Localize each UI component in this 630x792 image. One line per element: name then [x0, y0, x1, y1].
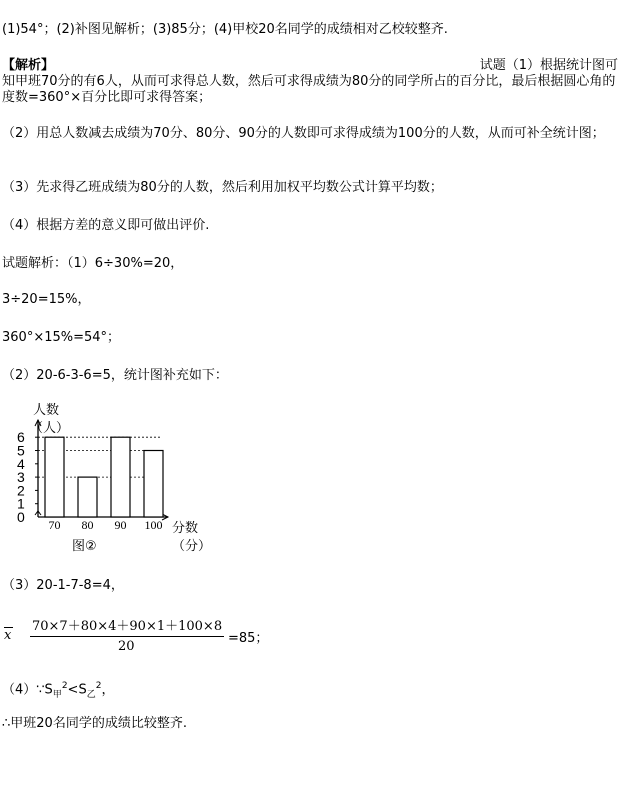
- bar-70: [45, 437, 64, 517]
- x-axis-label: 分数: [172, 521, 199, 536]
- variance-end: ，: [101, 682, 115, 698]
- y-axis-unit: （人）: [30, 421, 70, 436]
- x-tick-label: 100: [144, 518, 163, 532]
- variance-sub-jia: 甲: [52, 689, 62, 700]
- solution-step-1: 试题解析：（1）6÷30%=20，: [2, 256, 184, 271]
- mean-formula: [2, 612, 342, 660]
- fraction-bar: [30, 636, 224, 637]
- y-tick-label: 2: [17, 482, 25, 499]
- answer-line: (1)54°；(2)补图见解析；(3)85分；(4)甲校20名同学的成绩相对乙校较整齐.: [2, 22, 448, 37]
- variance-compare: <S: [67, 682, 87, 698]
- solution-step-4: （2）20-6-3-6=5，统计图补充如下：: [2, 368, 228, 383]
- y-tick-label: 3: [17, 469, 25, 486]
- y-tick-label: 1: [17, 495, 25, 512]
- mean-symbol: x: [4, 628, 12, 643]
- bar-100: [144, 451, 163, 518]
- variance-prefix: （4）∵S: [2, 682, 53, 698]
- bar-90: [111, 437, 130, 517]
- analysis-paragraph-2: （2）用总人数减去成绩为70分、80分、90分的人数即可求得成绩为100分的人数，从而可补全统计图；: [2, 126, 605, 141]
- chart-caption: 图②: [72, 539, 97, 554]
- bar-chart: [0, 396, 240, 561]
- y-tick-label: 4: [17, 455, 25, 472]
- analysis-paragraph-1: 知甲班70分的有6人，从而可求得总人数，然后可求得成绩为80分的同学所占的百分比，最后根据圆心角的度数=360°×百分比即可求得答案；: [2, 74, 616, 105]
- conclusion: ∴甲班20名同学的成绩比较整齐.: [2, 716, 187, 731]
- solution-step-3: 360°×15%=54°；: [2, 330, 121, 345]
- solution-step-5: （3）20-1-7-8=4，: [2, 578, 124, 593]
- x-tick-label: 90: [114, 518, 127, 532]
- solution-step-2: 3÷20=15%，: [2, 292, 91, 307]
- mean-numerator: 70×7＋80×4＋90×1＋100×8: [32, 619, 223, 634]
- solution-step-6: [2, 678, 114, 703]
- x-tick-label: 70: [48, 518, 61, 532]
- analysis-header: 【解析】: [2, 58, 55, 73]
- mean-result: =85；: [228, 631, 269, 646]
- x-tick-label: 80: [81, 518, 94, 532]
- analysis-intro: 试题（1）根据统计图可: [479, 58, 618, 73]
- y-tick-label: 6: [17, 429, 25, 446]
- y-tick-label: 5: [17, 442, 25, 459]
- variance-square-2: 2: [95, 681, 102, 691]
- bar-80: [78, 477, 97, 517]
- variance-sub-yi: 乙: [86, 689, 96, 700]
- analysis-paragraph-4: （4）根据方差的意义即可做出评价.: [2, 218, 210, 233]
- variance-square-1: 2: [61, 681, 68, 691]
- y-axis-label: 人数: [33, 403, 60, 418]
- mean-denominator: 20: [118, 639, 135, 654]
- analysis-paragraph-3: （3）先求得乙班成绩为80分的人数，然后利用加权平均数公式计算平均数；: [2, 180, 443, 195]
- x-axis-unit: （分）: [172, 539, 212, 554]
- y-tick-label: 0: [17, 509, 25, 525]
